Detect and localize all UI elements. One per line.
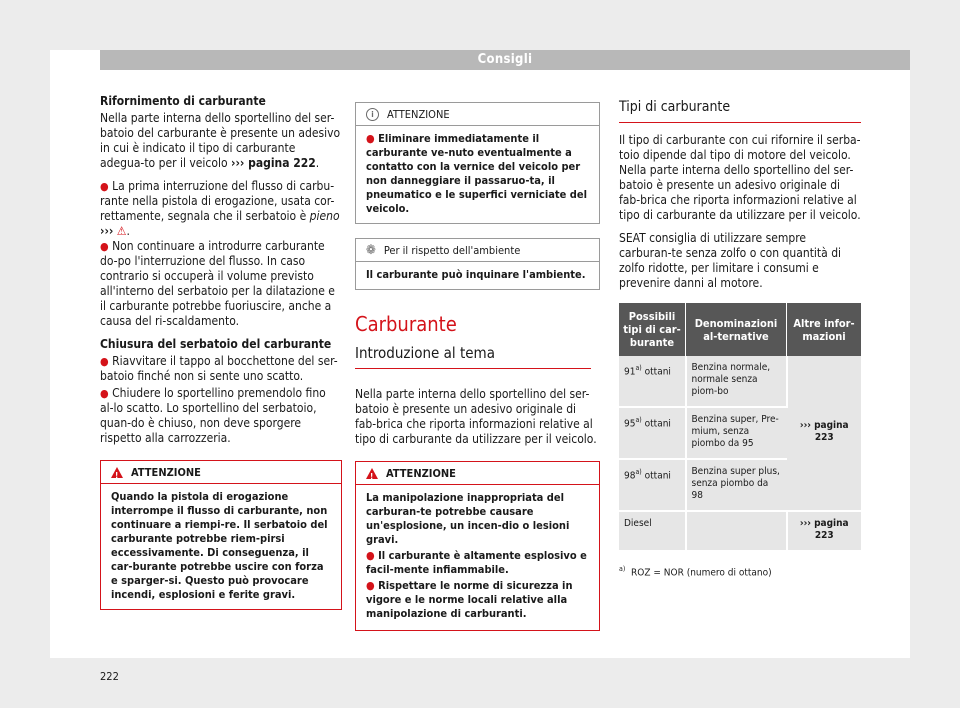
attention-box-paint: [355, 102, 600, 224]
page: [50, 50, 910, 683]
warning-box-overfill: [100, 460, 342, 610]
bullet-icon: ●: [100, 180, 109, 193]
alt-name-cell: [686, 511, 787, 551]
alt-name-cell: Benzina super, Pre-mium, senza piombo da 95: [686, 407, 787, 459]
fuel-type-cell: Diesel: [619, 511, 686, 551]
table-header-cell: Possibili tipi di car-burante: [619, 303, 686, 356]
heading-refueling: Rifornimento di carburante: [100, 94, 266, 108]
refueling-paragraph: Nella parte interna dello sportellino del ser-batoio del carburante è presente un adesivo in cui è indicato il tipo di carburante adegua-to per il veicolo: [100, 111, 341, 170]
warning-header: [101, 461, 341, 484]
warning-triangle-icon: [366, 468, 378, 479]
warning-text: La manipolazione inappropriata del carburan-te potrebbe causare un'esplosione, un incen-dio o lesioni gravi.: [366, 491, 570, 546]
environment-header: [356, 239, 599, 262]
table-row: [619, 511, 861, 551]
environment-box: [355, 238, 600, 290]
fuel-table: [619, 303, 861, 552]
attention-text: Eliminare immediatamente il carburante ve-nuto eventualmente a contatto con la vernice del veicolo per non danneggiare il passaruo-ta, il pneumatico e le superfici verniciate del veicolo.: [366, 132, 587, 215]
fuel-type-cell: 95$^{a)}$ ottani: [619, 407, 686, 459]
fuel-type-cell: 91$^{a)}$ ottani: [619, 356, 686, 407]
warning-bullet-explosive: Il carburante è altamente esplosivo e facil-mente infiammabile.: [366, 549, 587, 576]
table-footnote: $^{a)}$ ROZ = NOR (numero di ottano): [619, 565, 772, 579]
warning-body: Quando la pistola di erogazione interrompe il flusso di carburante, non continuare a riempi-re. Il serbatoio del carburante potrebbe riem-pirsi eccessivamente. Di conseguenza, il car-burante potrebbe uscire con forza e sparger-si. Questo può provocare incendi, esplosioni e ferite gravi.: [111, 490, 328, 601]
intro-paragraph: Nella parte interna dello sportellino del ser-batoio è presente un adesivo originale di fab-brica che riporta informazioni relative al tipo di carburante da utilizzare per il veicolo.: [355, 387, 597, 446]
info-circle-icon: i: [366, 108, 379, 121]
environment-text: Il carburante può inquinare l'ambiente.: [366, 268, 586, 281]
fuel-types-paragraph-2: SEAT consiglia di utilizzare sempre carburan-te senza zolfo o con quantità di zolfo ridotte, per limitare i consumi e prevenire danni al motore.: [619, 231, 842, 290]
bullet-screw-cap: Riavvitare il tappo al bocchettone del ser-batoio finché non si sente uno scatto.: [100, 354, 338, 383]
fuel-types-paragraph-1: Il tipo di carburante con cui rifornire il serba-toio dipende dal tipo di motore del veicolo. Nella parte interna dello sportellino del ser-batoio è presente un adesivo originale di fab-brica che riporta informazioni relative al tipo di carburante da utilizzare per il veicolo.: [619, 133, 861, 222]
column-3: [619, 98, 861, 580]
page-link[interactable]: ››› pagina 223: [787, 356, 862, 511]
table-row: [619, 356, 861, 407]
section-title-fuel-types: Tipi di carburante: [619, 98, 861, 123]
warning-header: [356, 462, 599, 485]
bullet-first-interruption: La prima interruzione del flusso di carbu-rante nella pistola di erogazione, usata cor-rettamente, segnala che il serbatoio è: [100, 179, 335, 223]
page-link[interactable]: ››› pagina 222: [231, 156, 316, 170]
bullet-close-flap: Chiudere lo sportellino premendolo fino al-lo scatto. Lo sportellino del serbatoio, quan-do è chiuso, non deve sporgere rispetto alla carrozzeria.: [100, 386, 326, 445]
column-1: Rifornimento di carburante Nella parte interna dello sportellino del ser-batoio del carburante è presente un adesivo in cui è indicato il tipo di carburante adegua-to per il veicolo ››› pagina 222. ● La prima interruzione del flusso di carbu-rante nella pistola di erogazione, usata cor-rettamente, segnala che il serbatoio è pieno ››› ⚠. ● Non continuare a introdurre carburante do-po l'interruzione del flusso. In caso contrario si occuperà il volume previsto all'interno del serbatoio per la dilatazione e il carburante potrebbe fuoriuscire, anche a causa del ri-scaldamento. Chiusura del serbatoio del carburante ● Riavvitare il tappo al bocchettone del ser-batoio finché non si sente uno scatto. ● Chiudere lo sportellino premendolo fino al-lo scatto. Lo sportellino del serbatoio, quan-do è chiuso, non deve sporgere rispetto alla carrozzeria. ! ATTENZIONE Quando la pistola di erogazione interrompe il flusso di carburante, non continuare a riempi-re. Il serbatoio del carburante potrebbe riem-pirsi eccessivamente. Di conseguenza, il car-burante potrebbe uscire con forza e sparger-si. Questo può provocare incendi, esplosioni e ferite gravi.: [100, 94, 342, 628]
warning-triangle-icon: [111, 467, 123, 478]
section-header: Consigli: [100, 50, 910, 70]
divider: [355, 368, 591, 369]
warning-link[interactable]: ›››: [100, 224, 114, 238]
column-2: [355, 102, 600, 649]
alt-name-cell: Benzina super plus, senza piombo da 98: [686, 459, 787, 511]
page-link[interactable]: ››› pagina 223: [787, 511, 862, 551]
environment-title: Per il rispetto dell'ambiente: [383, 243, 521, 257]
table-header-cell: Denominazioni al-ternative: [686, 303, 787, 356]
bullet-icon: ●: [100, 240, 109, 253]
warning-title: ATTENZIONE: [386, 466, 456, 480]
pieno-word: pieno: [309, 209, 340, 223]
heading-closing-tank: Chiusura del serbatoio del carburante: [100, 337, 332, 351]
environment-leaf-icon: ❁: [366, 242, 376, 258]
section-title-fuel: Carburante: [355, 312, 457, 336]
subtitle-introduction: Introduzione al tema: [355, 344, 495, 362]
bullet-icon: ●: [100, 387, 109, 400]
table-header-row: [619, 303, 861, 356]
attention-header: [356, 103, 599, 126]
warning-triangle-icon: ⚠: [116, 224, 127, 238]
alt-name-cell: Benzina normale, normale senza piom-bo: [686, 356, 787, 407]
bullet-do-not-continue: Non continuare a introdurre carburante do-po l'interruzione del flusso. In caso contrario si occuperà il volume previsto all'interno del serbatoio per la dilatazione e il carburante potrebbe fuoriuscire, anche a causa del ri-scaldamento.: [100, 239, 335, 328]
bullet-icon: ●: [366, 579, 375, 592]
page-number: 222: [100, 670, 119, 683]
table-header-cell: Altre infor-mazioni: [787, 303, 862, 356]
attention-title: ATTENZIONE: [387, 107, 450, 121]
warning-bullet-regulations: Rispettare le norme di sicurezza in vigore e le norme locali relative alla manipolazione di carburanti.: [366, 579, 573, 620]
bullet-icon: ●: [366, 132, 375, 145]
warning-box-handling: [355, 461, 600, 631]
warning-title: ATTENZIONE: [131, 465, 201, 479]
bullet-icon: ●: [366, 549, 375, 562]
fuel-type-cell: 98$^{a)}$ ottani: [619, 459, 686, 511]
bullet-icon: ●: [100, 355, 109, 368]
